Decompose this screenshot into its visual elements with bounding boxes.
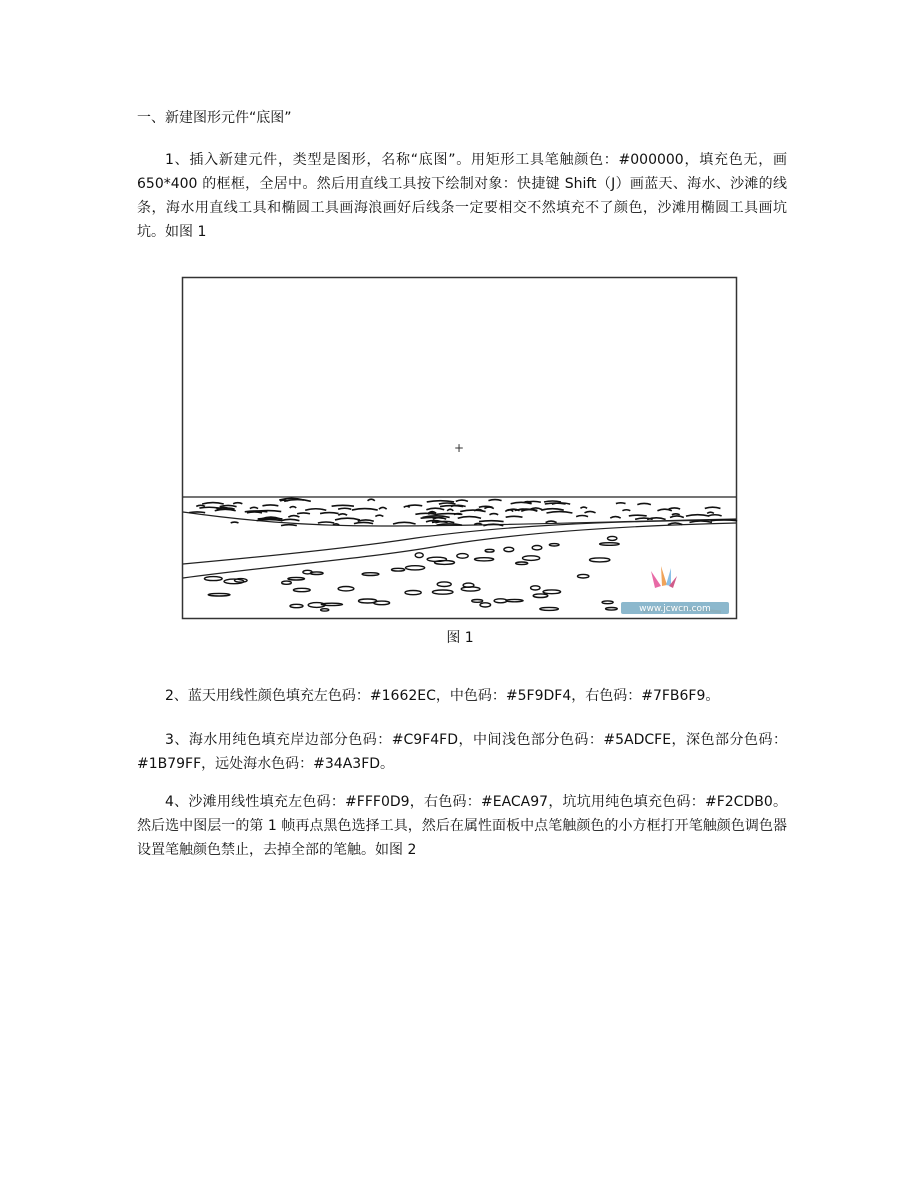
center-mark: + [453, 441, 465, 455]
paragraph-step-3: 3、海水用纯色填充岸边部分色码：#C9F4FD，中间浅色部分色码：#5ADCFE，深色部分色码：#1B79FF，远处海水色码：#34A3FD。 [137, 732, 787, 772]
paragraph-step-2: 2、蓝天用线性颜色填充左色码：#1662EC，中色码：#5F9DF4，右色码：#7FB6F9。 [165, 688, 720, 704]
paragraph-step-4: 4、沙滩用线性填充左色码：#FFF0D9，右色码：#EACA97，坑坑用纯色填充色码：#F2CDB0。然后选中图层一的第 1 帧再点黑色选择工具，然后在属性面板中点笔触颜色的小方框打开笔触颜色调色器设置笔触颜色禁止，去掉全部的笔触。如图 2 [137, 794, 787, 858]
wave-stroke [338, 508, 351, 509]
wave-stroke [332, 505, 354, 506]
wave-stroke [672, 514, 680, 515]
wave-stroke [435, 514, 461, 515]
watermark-text: www.jcwcn.com [639, 604, 711, 614]
figure-1-outline-drawing [181, 276, 738, 620]
wave-stroke [545, 503, 566, 504]
section-heading: 一、新建图形元件“底图” [137, 110, 292, 126]
wave-stroke [297, 513, 310, 514]
wave-stroke [189, 512, 205, 513]
wave-stroke [432, 522, 448, 523]
wave-stroke [262, 505, 278, 506]
wave-stroke [479, 521, 504, 522]
paragraph-step-1: 1、插入新建元件，类型是图形，名称“底图”。用矩形工具笔触颜色：#000000，填充色无，画 650*400 的框框，全居中。然后用直线工具按下绘制对象：快捷键 Shift（J）画蓝天、海水、沙滩的线条，海水用直线工具和椭圆工具画海浪画好后线条一定要相交不然填充不了颜色，沙滩用椭圆工具画坑坑。如图 1 [137, 152, 787, 240]
wave-stroke [408, 505, 423, 506]
wave-stroke [199, 507, 219, 508]
wave-stroke [421, 517, 444, 518]
wave-stroke [231, 522, 239, 523]
wave-stroke [506, 516, 523, 517]
wave-stroke [616, 503, 626, 504]
figure-caption: 图 1 [446, 630, 474, 646]
wave-stroke [629, 515, 647, 516]
wave-stroke [245, 511, 268, 512]
